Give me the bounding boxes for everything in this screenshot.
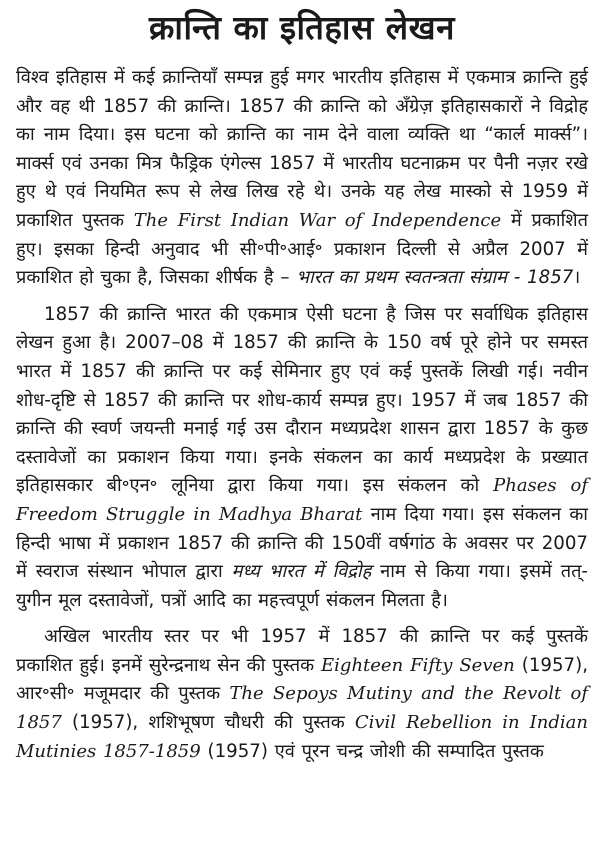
paragraph-2 (16, 301, 588, 616)
paragraph-3-text-a: अखिल भारतीय स्तर पर भी 1957 में 1857 की क्रान्ति पर कई पुस्तकें प्रकाशित हुई। इनमें सुरेन्द्रनाथ सेन की पुस्तक (16, 626, 588, 676)
paragraph-1-text-a: विश्व इतिहास में कई क्रान्तियाँ सम्पन्न हुई मगर भारतीय इतिहास में एकमात्र क्रान्ति हुई और वह थी 1857 की क्रान्ति। 1857 की क्रान्ति को अँग्रेज़ इतिहासकारों ने विद्रोह का नाम दिया। इस घटना को क्रान्ति का नाम देने वाला व्यक्ति था “कार्ल मार्क्स”। मार्क्स एवं उनका मित्र फैड्रिक एंगेल्स 1857 में भारतीय घटनाक्रम पर पैनी नज़र रखे हुए थे एवं नियमित रूप से लेख लिख रहे थे। उनके यह लेख मास्को से 1959 में प्रकाशित पुस्तक (16, 67, 588, 231)
book-title-first-indian-war: The First Indian War of Independence (133, 209, 502, 231)
paragraph-2-text-c: नाम से किया गया। इसमें तत्-युगीन मूल दस्तावेजों, पत्रों आदि का महत्त्वपूर्ण संकलन मिलता है। (16, 561, 588, 611)
paragraph-2-text-b: नाम दिया गया। इस संकलन का हिन्दी भाषा में प्रकाशन 1857 की क्रान्ति की 150वीं वर्षगांठ के अवसर पर 2007 में स्वराज संस्थान भोपाल द्वारा (16, 503, 589, 583)
paragraph-1-text-b: में प्रकाशित हुए। इसका हिन्दी अनुवाद भी सी॰पी॰आई॰ प्रकाशन दिल्ली से अप्रैल 2007 में प्रकाशित हो चुका है, जिसका शीर्षक है – (16, 209, 589, 289)
page-title: क्रान्ति का इतिहास लेखन (149, 8, 455, 47)
paragraph-3-text-c: (1957), शशिभूषण चौधरी की पुस्तक (61, 712, 355, 734)
paragraph-3-text-d: (1957) एवं पूरन चन्द्र जोशी की सम्पादित पुस्तक (200, 740, 544, 762)
paragraph-3-text-b: (1957), आर॰सी॰ मजूमदार की पुस्तक (16, 654, 588, 705)
paragraph-1 (16, 64, 588, 293)
paragraph-2-text-a: 1857 की क्रान्ति भारत की एकमात्र ऐसी घटना है जिस पर सर्वाधिक इतिहास लेखन हुआ है। 2007–08 में 1857 की क्रान्ति के 150 वर्ष पूरे होने पर समस्त भारत में 1857 की क्रान्ति पर कई सेमिनार हुए एवं कई पुस्तकें लिखी गई। नवीन शोध-दृष्टि से 1857 की क्रान्ति पर शोध-कार्य सम्पन्न हुए। 1957 में जब 1857 की क्रान्ति की स्वर्ण जयन्ती मनाई गई उस दौरान मध्यप्रदेश शासन द्वारा 1857 के कुछ दस्तावेजों का प्रकाशन किया गया। इनके संकलन का कार्य मध्यप्रदेश के प्रख्यात इतिहासकार बी॰एन॰ लूनिया द्वारा किया गया। इस संकलन को (16, 303, 588, 497)
book-title-sepoys-mutiny: The Sepoys Mutiny and the Revolt of 1857 (16, 683, 588, 734)
book-title-civil-rebellion: Civil Rebellion in Indian Mutinies 1857-1859 (16, 712, 588, 762)
paragraph-1-text-c: । (573, 267, 581, 289)
paragraph-3 (16, 623, 588, 766)
book-title-bharat-ka-pratham: भारत का प्रथम स्वतन्त्रता संग्राम - 1857 (296, 267, 574, 289)
book-title-eighteen-fifty-seven: Eighteen Fifty Seven (321, 654, 515, 676)
book-title-phases-of-freedom: Phases of Freedom Struggle in Madhya Bharat (16, 475, 588, 525)
book-title-madhya-bharat-vidroh: मध्य भारत में विद्रोह (231, 561, 372, 583)
